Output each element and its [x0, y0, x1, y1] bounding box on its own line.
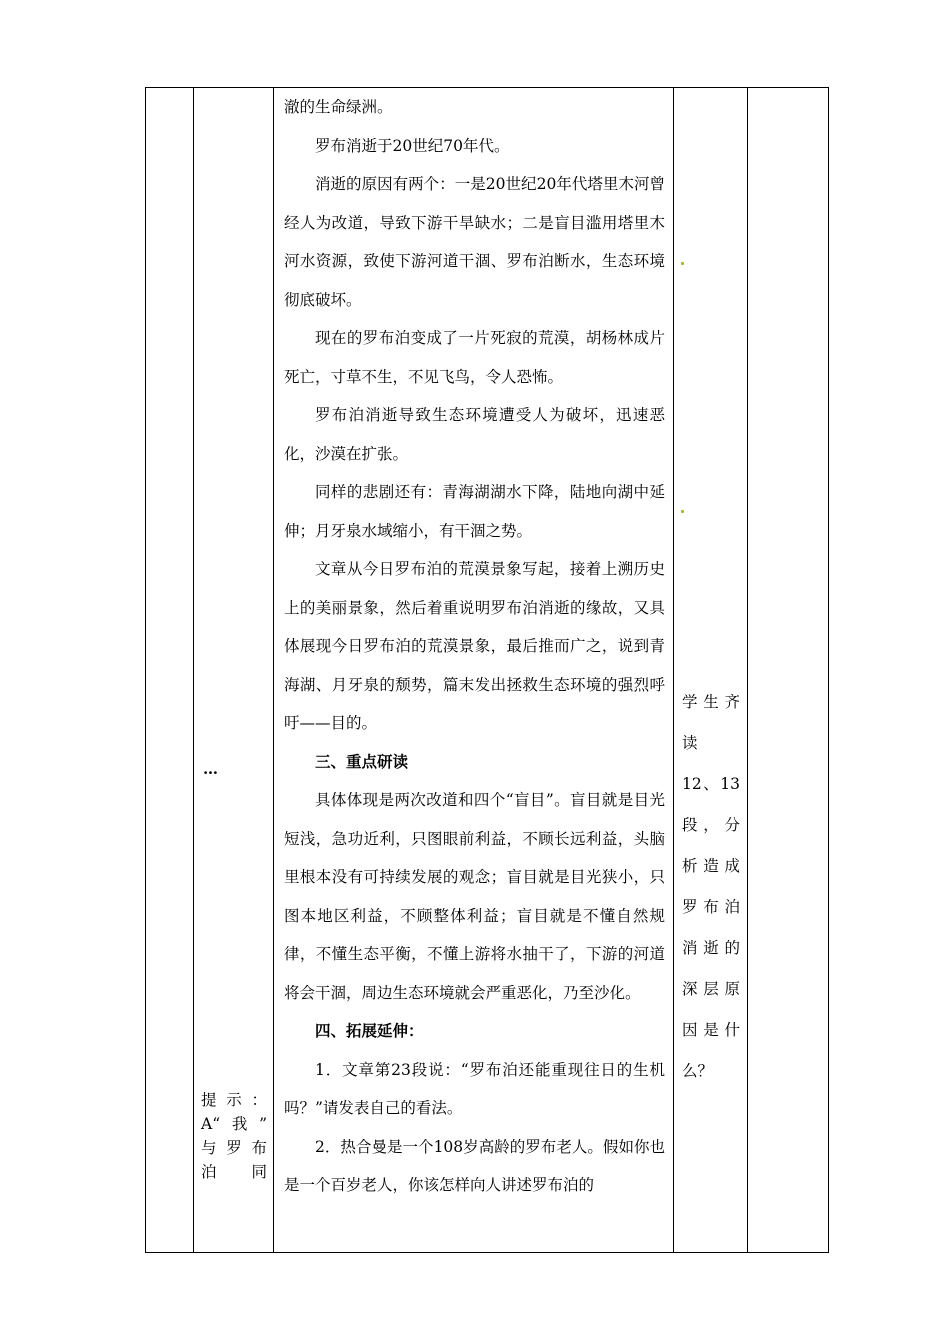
- column-2-cell: [194, 88, 274, 1253]
- main-text: [274, 88, 673, 1205]
- paragraph: 罗布消逝于20世纪70年代。: [315, 136, 510, 155]
- question-line: 罗布泊: [682, 898, 740, 916]
- dot-mark: [681, 262, 684, 265]
- ellipsis-text: …: [203, 760, 218, 778]
- content-cell: [274, 88, 674, 1253]
- paragraph: 消逝的原因有两个：一是20世纪20年代塔里木河曾经人为改道，导致下游干旱缺水；二是盲目滥用塔里木河水资源，致使下游河道干涸、罗布泊断水，生态环境彻底破坏。: [284, 175, 665, 309]
- hint-line: 与罗布: [201, 1139, 267, 1157]
- list-item: 1．文章第23段说：“罗布泊还能重现往日的生机吗？”请发表自己的看法。: [284, 1060, 665, 1117]
- question-line: 读: [682, 734, 698, 752]
- hint-line: 提示：: [201, 1091, 267, 1109]
- column-5-cell: [748, 88, 829, 1253]
- paragraph: 澈的生命绿洲。: [284, 98, 393, 116]
- paragraph: 罗布泊消逝导致生态环境遭受人为破坏，迅速恶化，沙漠在扩张。: [284, 406, 665, 463]
- student-activity-cell: [674, 88, 748, 1253]
- section-heading: 四、拓展延伸：: [315, 1021, 424, 1040]
- question-line: 析造成: [682, 857, 740, 875]
- lesson-plan-table: [145, 87, 829, 1253]
- list-item: 2．热合曼是一个108岁高龄的罗布老人。假如你也是一个百岁老人，你该怎样向人讲述罗布泊的: [284, 1137, 665, 1194]
- dot-mark: [681, 510, 684, 513]
- paragraph: 具体体现是两次改道和四个“盲目”。盲目就是目光短浅，急功近利，只图眼前利益，不顾长远利益，头脑里根本没有可持续发展的观念；盲目就是目光狭小，只图本地区利益，不顾整体利益；盲目就是不懂自然规律，不懂生态平衡，不懂上游将水抽干了，下游的河道将会干涸，周边生态环境就会严重恶化，乃至沙化。: [284, 791, 665, 1002]
- hint-text: [201, 1088, 267, 1184]
- question-line: 消逝的: [682, 939, 740, 957]
- hint-line: 泊 同: [201, 1163, 267, 1181]
- section-heading: 三、重点研读: [315, 751, 409, 771]
- paragraph: 同样的悲剧还有：青海湖湖水下降，陆地向湖中延伸；月牙泉水域缩小，有干涸之势。: [284, 483, 665, 540]
- hint-line: A“我”: [201, 1115, 267, 1133]
- question-line: 么？: [682, 1062, 714, 1080]
- column-1-cell: [146, 88, 194, 1253]
- paragraph: 现在的罗布泊变成了一片死寂的荒漠，胡杨林成片死亡，寸草不生，不见飞鸟，令人恐怖。: [284, 329, 665, 386]
- question-line: 段，分: [682, 816, 740, 834]
- question-line: 学生齐: [682, 693, 740, 711]
- question-line: 因是什: [682, 1021, 740, 1039]
- question-line: 12、13: [682, 775, 740, 793]
- question-line: 深层原: [682, 980, 740, 998]
- student-question: [682, 682, 740, 1092]
- paragraph: 文章从今日罗布泊的荒漠景象写起，接着上溯历史上的美丽景象，然后着重说明罗布泊消逝的缘故，又具体展现今日罗布泊的荒漠景象，最后推而广之，说到青海湖、月牙泉的颓势，篇末发出拯救生态环境的强烈呼吁——目的。: [284, 560, 665, 732]
